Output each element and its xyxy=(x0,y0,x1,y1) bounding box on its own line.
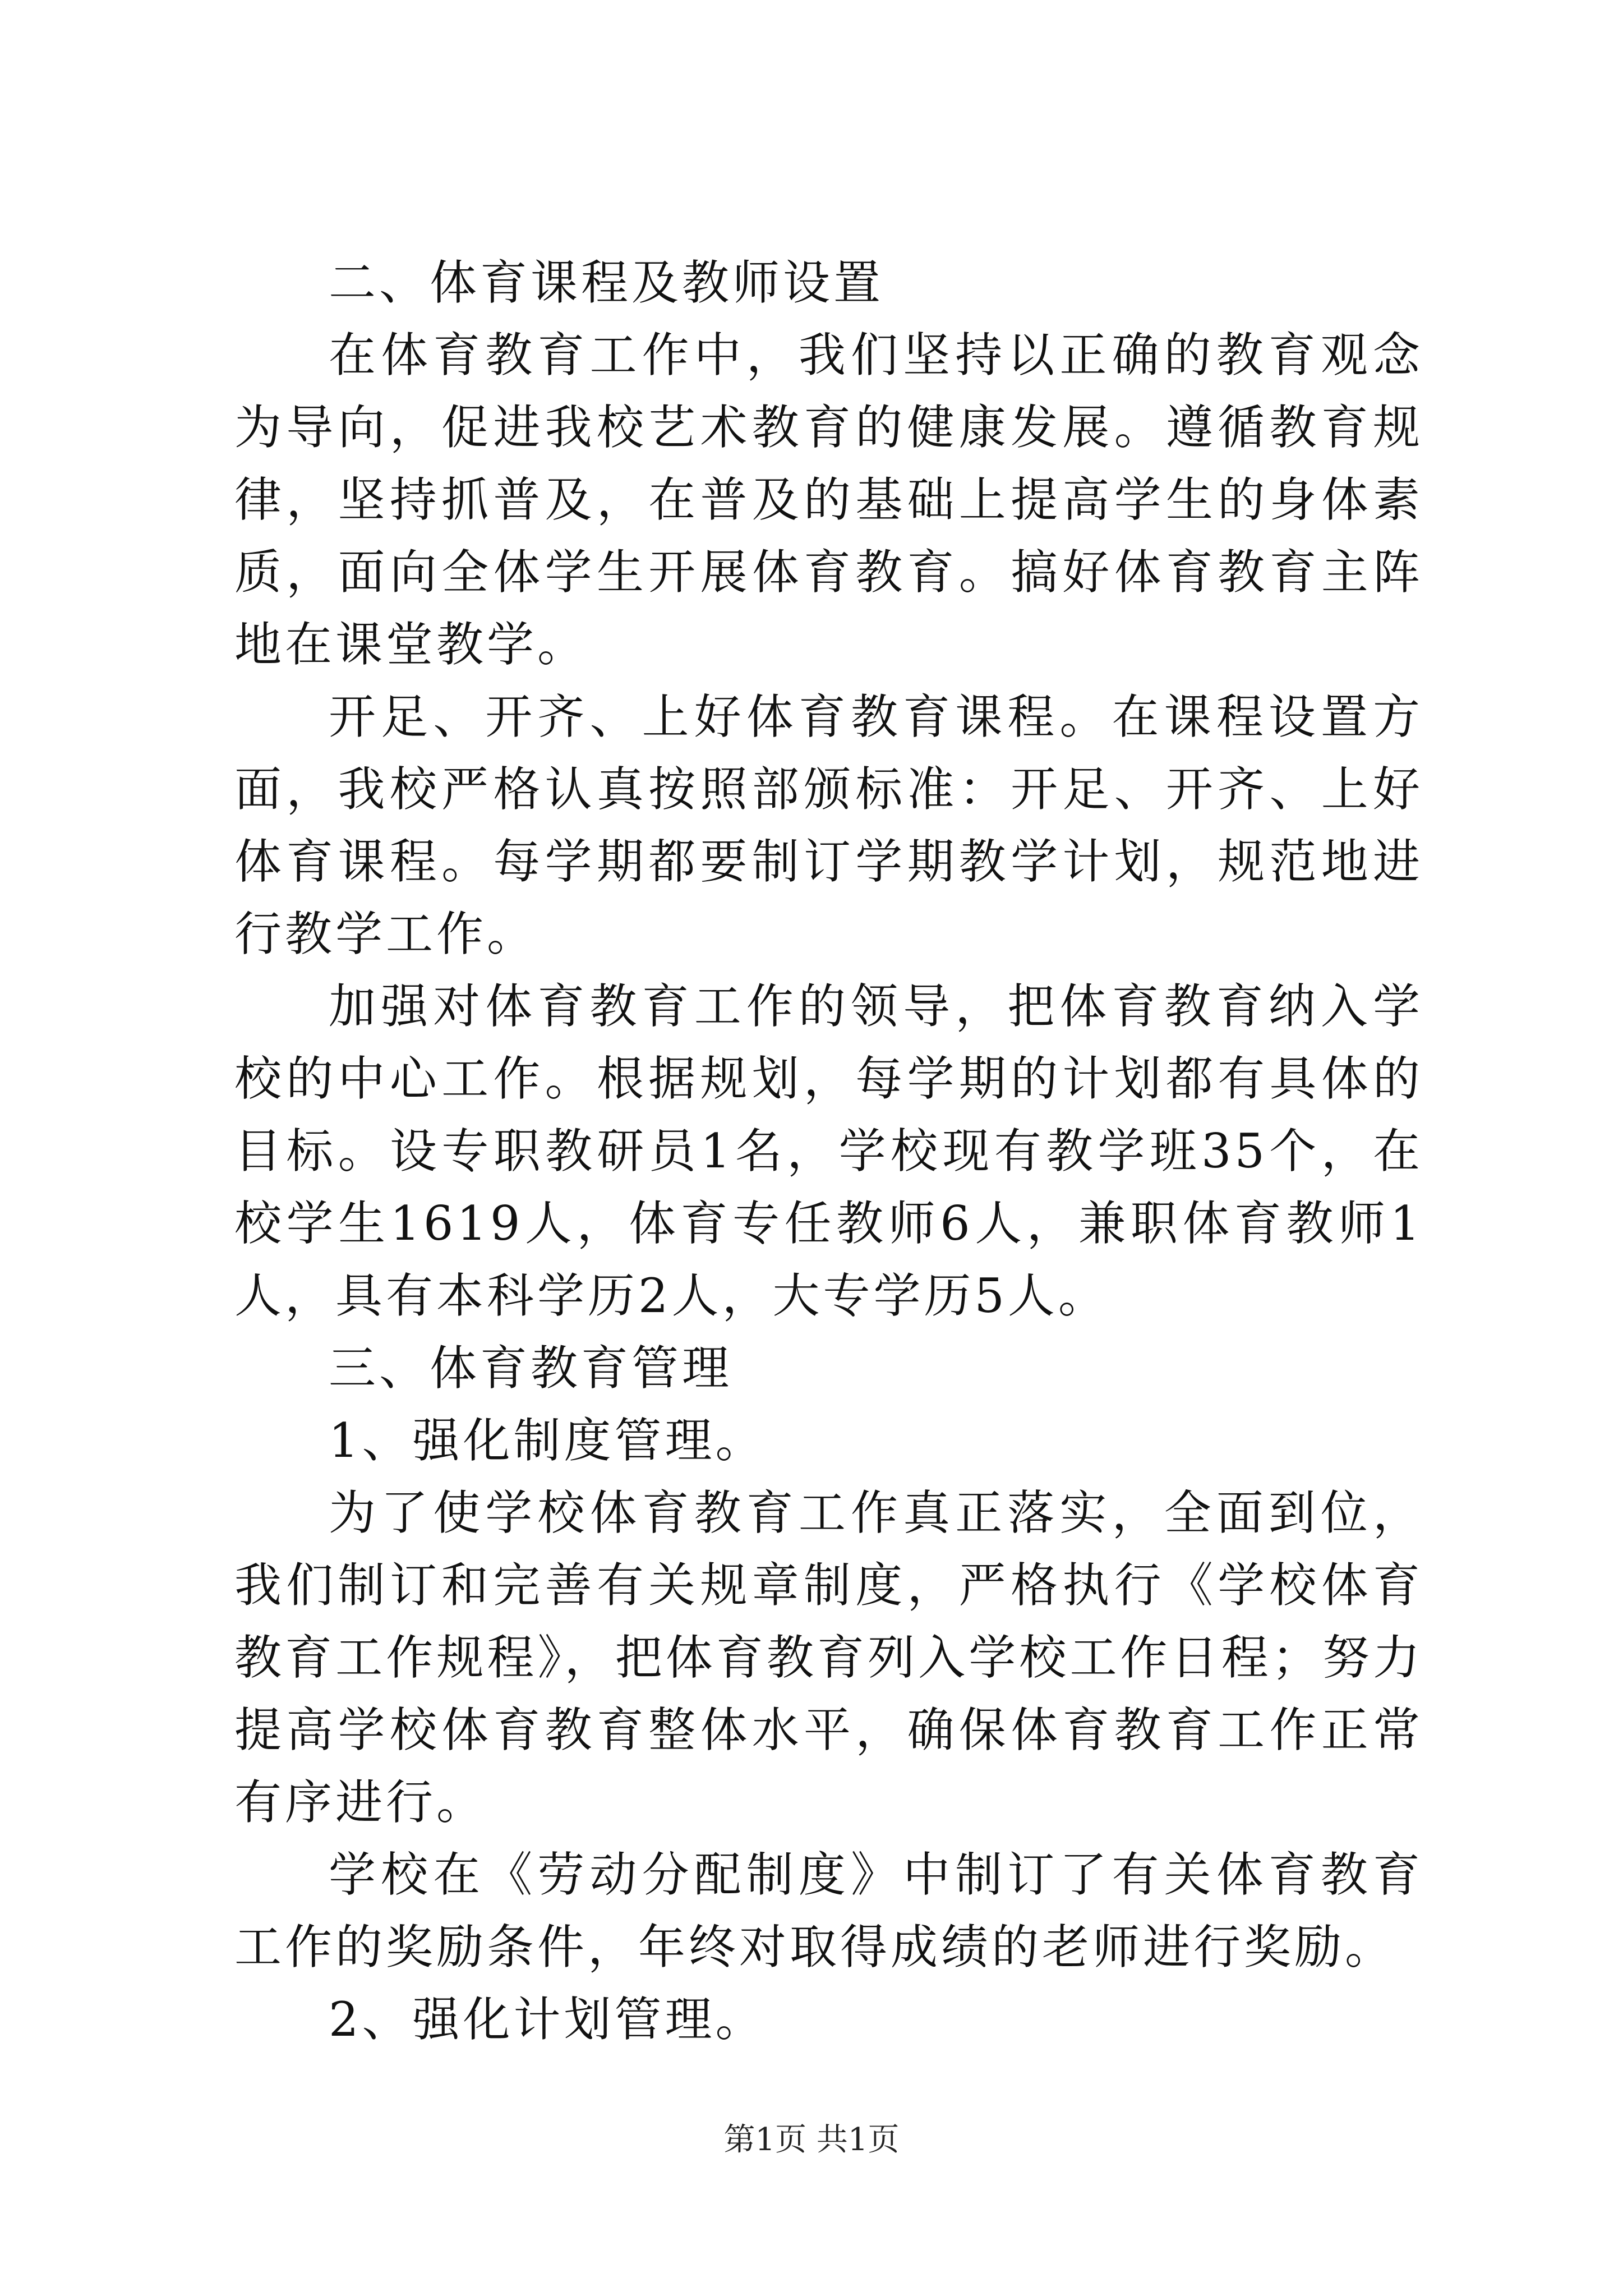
paragraph: 为了使学校体育教育工作真正落实，全面到位，我们制订和完善有关规章制度，严格执行《学校体育教育工作规程》，把体育教育列入学校工作日程；努力提高学校体育教育整体水平，确保体育教育工作正常有序进行。 xyxy=(234,1485,1423,1830)
subsection-heading: 1、强化制度管理。 xyxy=(329,1413,766,1468)
subsection-heading: 2、强化计划管理。 xyxy=(329,1992,766,2047)
paragraph: 在体育教育工作中，我们坚持以正确的教育观念为导向，促进我校艺术教育的健康发展。遵循教育规律，坚持抓普及，在普及的基础上提高学生的身体素质，面向全体学生开展体育教育。搞好体育教育主阵地在课堂教学。 xyxy=(234,328,1423,672)
section-heading: 二、体育课程及教师设置 xyxy=(329,255,884,310)
section-heading: 三、体育教育管理 xyxy=(329,1341,733,1396)
page-footer xyxy=(0,2120,1623,2160)
document-body xyxy=(234,247,1423,2056)
paragraph: 学校在《劳动分配制度》中制订了有关体育教育工作的奖励条件，年终对取得成绩的老师进行奖励。 xyxy=(234,1847,1423,1975)
page-number: 第1页 共1页 xyxy=(723,2122,900,2158)
paragraph: 开足、开齐、上好体育教育课程。在课程设置方面，我校严格认真按照部颁标准：开足、开齐、上好体育课程。每学期都要制订学期教学计划，规范地进行教学工作。 xyxy=(234,689,1423,961)
paragraph: 加强对体育教育工作的领导，把体育教育纳入学校的中心工作。根据规划，每学期的计划都有具体的目标。设专职教研员1名，学校现有教学班35个，在校学生1619人，体育专任教师6人，兼职体育教师1人，具有本科学历2人，大专学历5人。 xyxy=(234,979,1423,1323)
